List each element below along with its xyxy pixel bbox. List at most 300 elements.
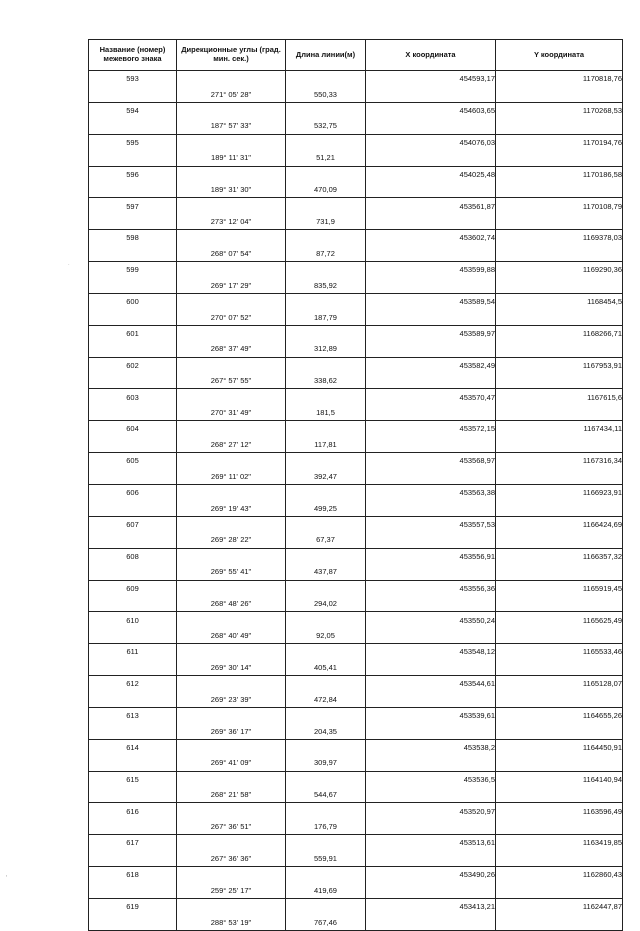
segment-row: [89, 628, 623, 644]
length-empty: [286, 102, 366, 118]
x-coordinate: 453513,61: [366, 835, 496, 851]
segment-row: [89, 914, 623, 930]
y-coordinate: 1166357,32: [496, 548, 623, 564]
y-coordinate: 1170268,53: [496, 102, 623, 118]
x-empty: [366, 532, 496, 548]
x-coordinate: 454593,17: [366, 71, 496, 87]
x-empty: [366, 405, 496, 421]
angle-empty: [177, 293, 286, 309]
length-empty: [286, 198, 366, 214]
segment-row: [89, 150, 623, 166]
point-name: 608: [89, 548, 177, 564]
length-empty: [286, 421, 366, 437]
angle-empty: [177, 516, 286, 532]
angle-empty: [177, 548, 286, 564]
length-empty: [286, 707, 366, 723]
angle-empty: [177, 421, 286, 437]
point-row: [89, 803, 623, 819]
name-empty: [89, 277, 177, 293]
line-length: 338,62: [286, 373, 366, 389]
x-coordinate: 453520,97: [366, 803, 496, 819]
length-empty: [286, 293, 366, 309]
y-coordinate: 1170194,76: [496, 134, 623, 150]
point-name: 593: [89, 71, 177, 87]
name-empty: [89, 755, 177, 771]
direction-angle: 269° 55' 41": [177, 564, 286, 580]
point-row: [89, 548, 623, 564]
length-empty: [286, 771, 366, 787]
y-coordinate: 1170108,79: [496, 198, 623, 214]
length-empty: [286, 166, 366, 182]
table-header-row: [89, 40, 623, 71]
point-row: [89, 262, 623, 278]
x-coordinate: 453536,5: [366, 771, 496, 787]
length-empty: [286, 644, 366, 660]
length-empty: [286, 134, 366, 150]
scan-speck: ·: [68, 262, 70, 268]
angle-empty: [177, 198, 286, 214]
x-coordinate: 453550,24: [366, 612, 496, 628]
y-empty: [496, 86, 623, 102]
point-row: [89, 389, 623, 405]
y-empty: [496, 309, 623, 325]
angle-empty: [177, 134, 286, 150]
y-coordinate: 1169290,36: [496, 262, 623, 278]
direction-angle: 267° 57' 55": [177, 373, 286, 389]
point-name: 601: [89, 325, 177, 341]
name-empty: [89, 532, 177, 548]
y-empty: [496, 723, 623, 739]
point-row: [89, 739, 623, 755]
name-empty: [89, 150, 177, 166]
scan-mark: ,: [6, 872, 8, 878]
x-empty: [366, 851, 496, 867]
length-empty: [286, 548, 366, 564]
x-coordinate: 453582,49: [366, 357, 496, 373]
point-row: [89, 835, 623, 851]
length-empty: [286, 230, 366, 246]
x-empty: [366, 500, 496, 516]
point-name: 600: [89, 293, 177, 309]
angle-empty: [177, 166, 286, 182]
name-empty: [89, 819, 177, 835]
table-body: [89, 71, 623, 931]
angle-empty: [177, 898, 286, 914]
x-empty: [366, 277, 496, 293]
angle-empty: [177, 357, 286, 373]
angle-empty: [177, 453, 286, 469]
segment-row: [89, 437, 623, 453]
segment-row: [89, 532, 623, 548]
point-row: [89, 421, 623, 437]
line-length: 181,5: [286, 405, 366, 421]
angle-empty: [177, 484, 286, 500]
x-coordinate: 453599,88: [366, 262, 496, 278]
point-name: 616: [89, 803, 177, 819]
line-length: 87,72: [286, 246, 366, 262]
segment-row: [89, 405, 623, 421]
x-empty: [366, 914, 496, 930]
header-name: Название (номер) межевого знака: [89, 40, 177, 71]
point-name: 596: [89, 166, 177, 182]
x-coordinate: 453572,15: [366, 421, 496, 437]
line-length: 67,37: [286, 532, 366, 548]
direction-angle: 269° 19' 43": [177, 500, 286, 516]
y-coordinate: 1165533,46: [496, 644, 623, 660]
y-empty: [496, 150, 623, 166]
point-name: 603: [89, 389, 177, 405]
name-empty: [89, 246, 177, 262]
y-coordinate: 1167434,11: [496, 421, 623, 437]
x-empty: [366, 341, 496, 357]
y-empty: [496, 373, 623, 389]
length-empty: [286, 612, 366, 628]
segment-row: [89, 277, 623, 293]
y-empty: [496, 628, 623, 644]
point-row: [89, 453, 623, 469]
x-coordinate: 453539,61: [366, 707, 496, 723]
line-length: 550,33: [286, 86, 366, 102]
angle-empty: [177, 389, 286, 405]
point-row: [89, 134, 623, 150]
point-name: 614: [89, 739, 177, 755]
y-empty: [496, 914, 623, 930]
header-x: X координата: [366, 40, 496, 71]
x-coordinate: 453556,36: [366, 580, 496, 596]
x-empty: [366, 246, 496, 262]
length-empty: [286, 357, 366, 373]
segment-row: [89, 118, 623, 134]
name-empty: [89, 118, 177, 134]
y-coordinate: 1168454,5: [496, 293, 623, 309]
x-empty: [366, 469, 496, 485]
point-name: 597: [89, 198, 177, 214]
y-empty: [496, 532, 623, 548]
line-length: 92,05: [286, 628, 366, 644]
line-length: 117,81: [286, 437, 366, 453]
length-empty: [286, 676, 366, 692]
segment-row: [89, 787, 623, 803]
x-coordinate: 454025,48: [366, 166, 496, 182]
point-name: 611: [89, 644, 177, 660]
angle-empty: [177, 771, 286, 787]
point-name: 609: [89, 580, 177, 596]
name-empty: [89, 628, 177, 644]
segment-row: [89, 883, 623, 899]
angle-empty: [177, 867, 286, 883]
y-coordinate: 1164450,91: [496, 739, 623, 755]
line-length: 187,79: [286, 309, 366, 325]
y-coordinate: 1166424,69: [496, 516, 623, 532]
point-name: 606: [89, 484, 177, 500]
x-coordinate: 453557,53: [366, 516, 496, 532]
x-coordinate: 453589,97: [366, 325, 496, 341]
line-length: 204,35: [286, 723, 366, 739]
point-row: [89, 71, 623, 87]
point-name: 598: [89, 230, 177, 246]
angle-empty: [177, 325, 286, 341]
name-empty: [89, 883, 177, 899]
length-empty: [286, 867, 366, 883]
line-length: 544,67: [286, 787, 366, 803]
x-empty: [366, 883, 496, 899]
length-empty: [286, 262, 366, 278]
length-empty: [286, 516, 366, 532]
length-empty: [286, 898, 366, 914]
point-row: [89, 580, 623, 596]
line-length: 437,87: [286, 564, 366, 580]
x-empty: [366, 373, 496, 389]
x-empty: [366, 182, 496, 198]
point-name: 612: [89, 676, 177, 692]
x-coordinate: 453563,38: [366, 484, 496, 500]
segment-row: [89, 469, 623, 485]
segment-row: [89, 246, 623, 262]
y-empty: [496, 246, 623, 262]
name-empty: [89, 691, 177, 707]
y-empty: [496, 755, 623, 771]
angle-empty: [177, 835, 286, 851]
length-empty: [286, 484, 366, 500]
direction-angle: 273° 12' 04": [177, 214, 286, 230]
x-empty: [366, 787, 496, 803]
line-length: 309,97: [286, 755, 366, 771]
coordinates-table: [88, 39, 623, 931]
y-coordinate: 1165919,45: [496, 580, 623, 596]
y-coordinate: 1168266,71: [496, 325, 623, 341]
line-length: 472,84: [286, 691, 366, 707]
direction-angle: 269° 30' 14": [177, 660, 286, 676]
x-empty: [366, 214, 496, 230]
length-empty: [286, 835, 366, 851]
direction-angle: 270° 07' 52": [177, 309, 286, 325]
point-name: 604: [89, 421, 177, 437]
y-coordinate: 1167615,6: [496, 389, 623, 405]
y-coordinate: 1169378,03: [496, 230, 623, 246]
y-empty: [496, 341, 623, 357]
segment-row: [89, 851, 623, 867]
direction-angle: 269° 41' 09": [177, 755, 286, 771]
direction-angle: 270° 31' 49": [177, 405, 286, 421]
x-empty: [366, 150, 496, 166]
line-length: 532,75: [286, 118, 366, 134]
x-coordinate: 453561,87: [366, 198, 496, 214]
x-empty: [366, 309, 496, 325]
x-coordinate: 453538,2: [366, 739, 496, 755]
y-empty: [496, 787, 623, 803]
x-coordinate: 454076,03: [366, 134, 496, 150]
x-empty: [366, 819, 496, 835]
point-row: [89, 898, 623, 914]
y-coordinate: 1170186,58: [496, 166, 623, 182]
y-coordinate: 1163419,85: [496, 835, 623, 851]
name-empty: [89, 341, 177, 357]
point-row: [89, 612, 623, 628]
name-empty: [89, 405, 177, 421]
y-empty: [496, 118, 623, 134]
point-row: [89, 357, 623, 373]
angle-empty: [177, 580, 286, 596]
x-empty: [366, 564, 496, 580]
point-row: [89, 867, 623, 883]
direction-angle: 269° 28' 22": [177, 532, 286, 548]
x-coordinate: 454603,65: [366, 102, 496, 118]
point-row: [89, 230, 623, 246]
line-length: 767,46: [286, 914, 366, 930]
point-row: [89, 771, 623, 787]
line-length: 470,09: [286, 182, 366, 198]
line-length: 731,9: [286, 214, 366, 230]
x-empty: [366, 86, 496, 102]
segment-row: [89, 723, 623, 739]
segment-row: [89, 500, 623, 516]
point-row: [89, 707, 623, 723]
angle-empty: [177, 262, 286, 278]
direction-angle: 268° 07' 54": [177, 246, 286, 262]
angle-empty: [177, 644, 286, 660]
line-length: 176,79: [286, 819, 366, 835]
y-empty: [496, 660, 623, 676]
direction-angle: 268° 21' 58": [177, 787, 286, 803]
y-empty: [496, 469, 623, 485]
y-coordinate: 1163596,49: [496, 803, 623, 819]
point-name: 618: [89, 867, 177, 883]
x-coordinate: 453589,54: [366, 293, 496, 309]
angle-empty: [177, 676, 286, 692]
y-empty: [496, 437, 623, 453]
segment-row: [89, 596, 623, 612]
length-empty: [286, 325, 366, 341]
x-coordinate: 453544,61: [366, 676, 496, 692]
x-empty: [366, 660, 496, 676]
point-name: 607: [89, 516, 177, 532]
direction-angle: 259° 25' 17": [177, 883, 286, 899]
line-length: 392,47: [286, 469, 366, 485]
direction-angle: 267° 36' 51": [177, 819, 286, 835]
y-coordinate: 1166923,91: [496, 484, 623, 500]
direction-angle: 288° 53' 19": [177, 914, 286, 930]
direction-angle: 268° 27' 12": [177, 437, 286, 453]
name-empty: [89, 914, 177, 930]
y-coordinate: 1162447,87: [496, 898, 623, 914]
angle-empty: [177, 230, 286, 246]
point-name: 595: [89, 134, 177, 150]
x-coordinate: 453413,21: [366, 898, 496, 914]
x-coordinate: 453490,26: [366, 867, 496, 883]
direction-angle: 187° 57' 33": [177, 118, 286, 134]
point-row: [89, 325, 623, 341]
line-length: 294,02: [286, 596, 366, 612]
direction-angle: 189° 11' 31": [177, 150, 286, 166]
angle-empty: [177, 71, 286, 87]
segment-row: [89, 564, 623, 580]
point-name: 605: [89, 453, 177, 469]
length-empty: [286, 739, 366, 755]
line-length: 419,69: [286, 883, 366, 899]
name-empty: [89, 86, 177, 102]
x-coordinate: 453602,74: [366, 230, 496, 246]
x-empty: [366, 596, 496, 612]
direction-angle: 268° 48' 26": [177, 596, 286, 612]
segment-row: [89, 819, 623, 835]
angle-empty: [177, 803, 286, 819]
line-length: 499,25: [286, 500, 366, 516]
x-coordinate: 453568,97: [366, 453, 496, 469]
segment-row: [89, 341, 623, 357]
direction-angle: 267° 36' 36": [177, 851, 286, 867]
point-name: 617: [89, 835, 177, 851]
segment-row: [89, 214, 623, 230]
y-empty: [496, 564, 623, 580]
point-row: [89, 166, 623, 182]
header-angle: Дирекционные углы (град. мин. сек.): [177, 40, 286, 71]
length-empty: [286, 580, 366, 596]
y-coordinate: 1162860,43: [496, 867, 623, 883]
y-coordinate: 1164140,94: [496, 771, 623, 787]
y-empty: [496, 691, 623, 707]
length-empty: [286, 71, 366, 87]
name-empty: [89, 309, 177, 325]
y-empty: [496, 883, 623, 899]
x-coordinate: 453570,47: [366, 389, 496, 405]
point-name: 613: [89, 707, 177, 723]
x-empty: [366, 691, 496, 707]
name-empty: [89, 500, 177, 516]
x-empty: [366, 118, 496, 134]
angle-empty: [177, 707, 286, 723]
direction-angle: 271° 05' 28": [177, 86, 286, 102]
length-empty: [286, 389, 366, 405]
angle-empty: [177, 739, 286, 755]
y-coordinate: 1164655,26: [496, 707, 623, 723]
point-name: 615: [89, 771, 177, 787]
segment-row: [89, 660, 623, 676]
x-coordinate: 453556,91: [366, 548, 496, 564]
y-empty: [496, 500, 623, 516]
name-empty: [89, 851, 177, 867]
x-empty: [366, 755, 496, 771]
y-coordinate: 1167953,91: [496, 357, 623, 373]
direction-angle: 269° 11' 02": [177, 469, 286, 485]
x-empty: [366, 437, 496, 453]
length-empty: [286, 803, 366, 819]
name-empty: [89, 564, 177, 580]
name-empty: [89, 469, 177, 485]
segment-row: [89, 309, 623, 325]
x-coordinate: 453548,12: [366, 644, 496, 660]
direction-angle: 269° 23' 39": [177, 691, 286, 707]
y-empty: [496, 596, 623, 612]
direction-angle: 269° 17' 29": [177, 277, 286, 293]
x-empty: [366, 723, 496, 739]
segment-row: [89, 755, 623, 771]
y-coordinate: 1165625,49: [496, 612, 623, 628]
y-empty: [496, 851, 623, 867]
point-name: 619: [89, 898, 177, 914]
point-name: 610: [89, 612, 177, 628]
point-row: [89, 293, 623, 309]
point-name: 599: [89, 262, 177, 278]
name-empty: [89, 596, 177, 612]
header-length: Длина линии(м): [286, 40, 366, 71]
y-empty: [496, 405, 623, 421]
name-empty: [89, 437, 177, 453]
point-row: [89, 644, 623, 660]
segment-row: [89, 691, 623, 707]
y-empty: [496, 182, 623, 198]
segment-row: [89, 86, 623, 102]
line-length: 51,21: [286, 150, 366, 166]
